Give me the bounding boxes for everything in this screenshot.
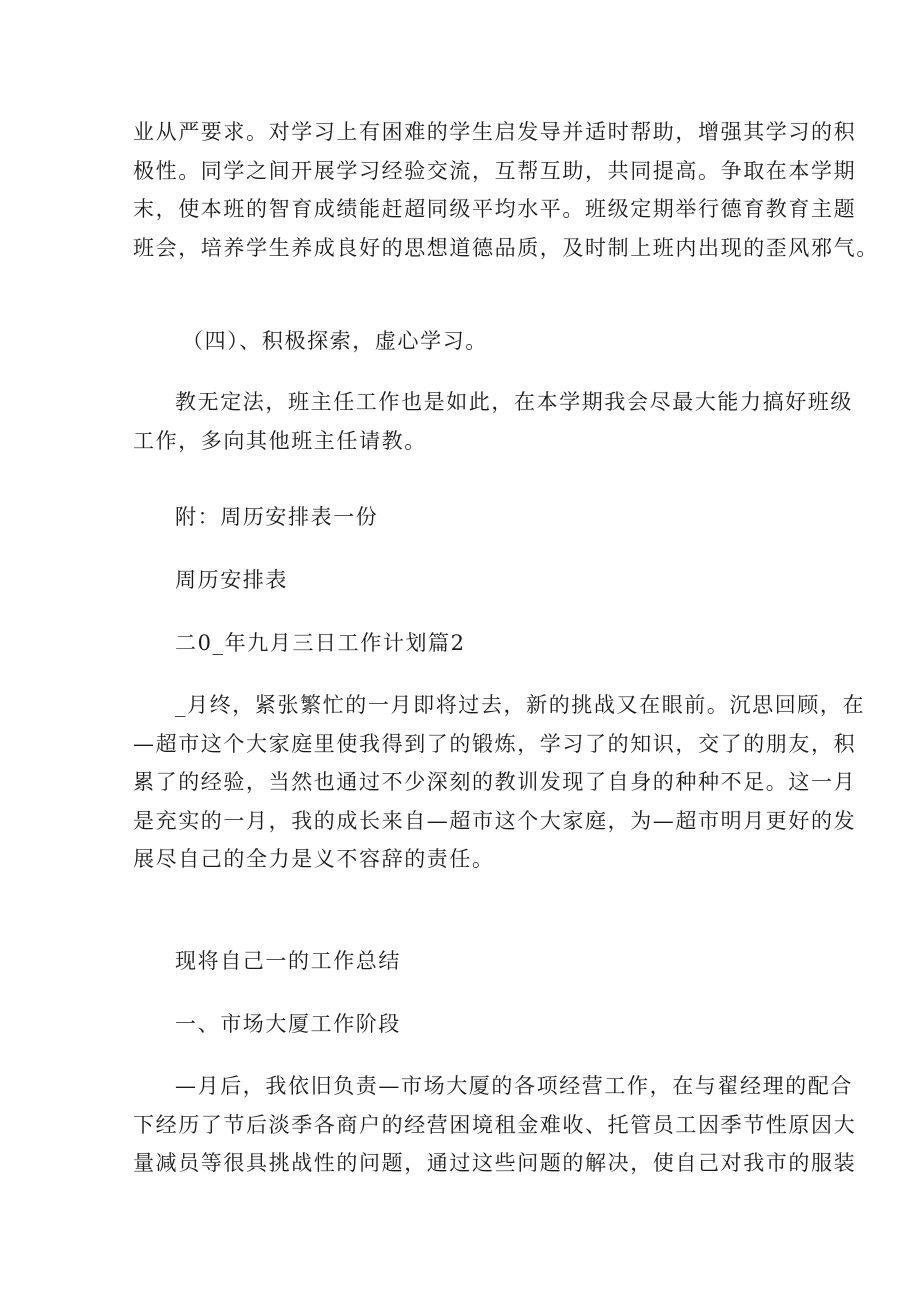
text-line: —月后，我依旧负责—市场大厦的各项经营工作，在与翟经理的配合 [175,1074,853,1098]
text-line: 末，使本班的智育成绩能赶超同级平均水平。班级定期举行德育教育主题 [133,197,857,221]
text-line: 二0_年九月三日工作计划篇2 [175,631,466,655]
attachment-note [175,498,835,537]
heading-section-four [182,322,842,361]
text-line: 周历安排表 [175,568,288,592]
summary-intro [175,942,835,981]
text-line: —超市这个大家庭里使我得到了的锻炼，学习了的知识，交了的朋友，积 [133,731,857,756]
text-line: 下经历了节后淡季各商户的经营困境租金难收、托管员工因季节性原因大 [133,1112,857,1137]
text-line: 一、市场大厦工作阶段 [175,1012,401,1036]
text-line: 是充实的一月，我的成长来自—超市这个大家庭，为—超市明月更好的发 [133,808,857,833]
paragraph-monthly-review [133,686,866,879]
text-line: 教无定法，班主任工作也是如此，在本学期我会尽最大能力搞好班级 [175,390,853,414]
text-line: 量减员等很具挑战性的问题，通过这些问题的解决，使自己对我市的服装 [133,1151,857,1175]
section-one-heading [175,1005,835,1044]
text-line: 累了的经验，当然也通过不少深刻的教训发现了自身的种种不足。这一月 [133,770,857,794]
text-line: 极性。同学之间开展学习经验交流，互帮互助，共同提高。争取在本学期 [133,158,857,183]
text-line: 工作，多向其他班主任请教。 [133,428,427,453]
text-line: _月终，紧张繁忙的一月即将过去，新的挑战又在眼前。沉思回顾，在 [175,693,866,717]
schedule-title [175,561,835,600]
plan-title [175,624,835,663]
text-line: 业从严要求。对学习上有困难的学生启发导并适时帮助，增强其学习的积 [133,120,857,144]
text-line: （四）、积极探索，虚心学习。 [182,329,488,353]
text-line: 展尽自己的全力是义不容辞的责任。 [133,847,495,871]
paragraph-teaching-method [133,383,853,460]
paragraph-class-discipline [133,113,879,267]
paragraph-market-building [133,1067,857,1183]
text-line: 班会，培养学生养成良好的思想道德品质，及时制上班内出现的歪风邪气。 [133,235,879,260]
text-line: 现将自己一的工作总结 [175,949,401,973]
text-line: 附：周历安排表一份 [175,505,379,529]
